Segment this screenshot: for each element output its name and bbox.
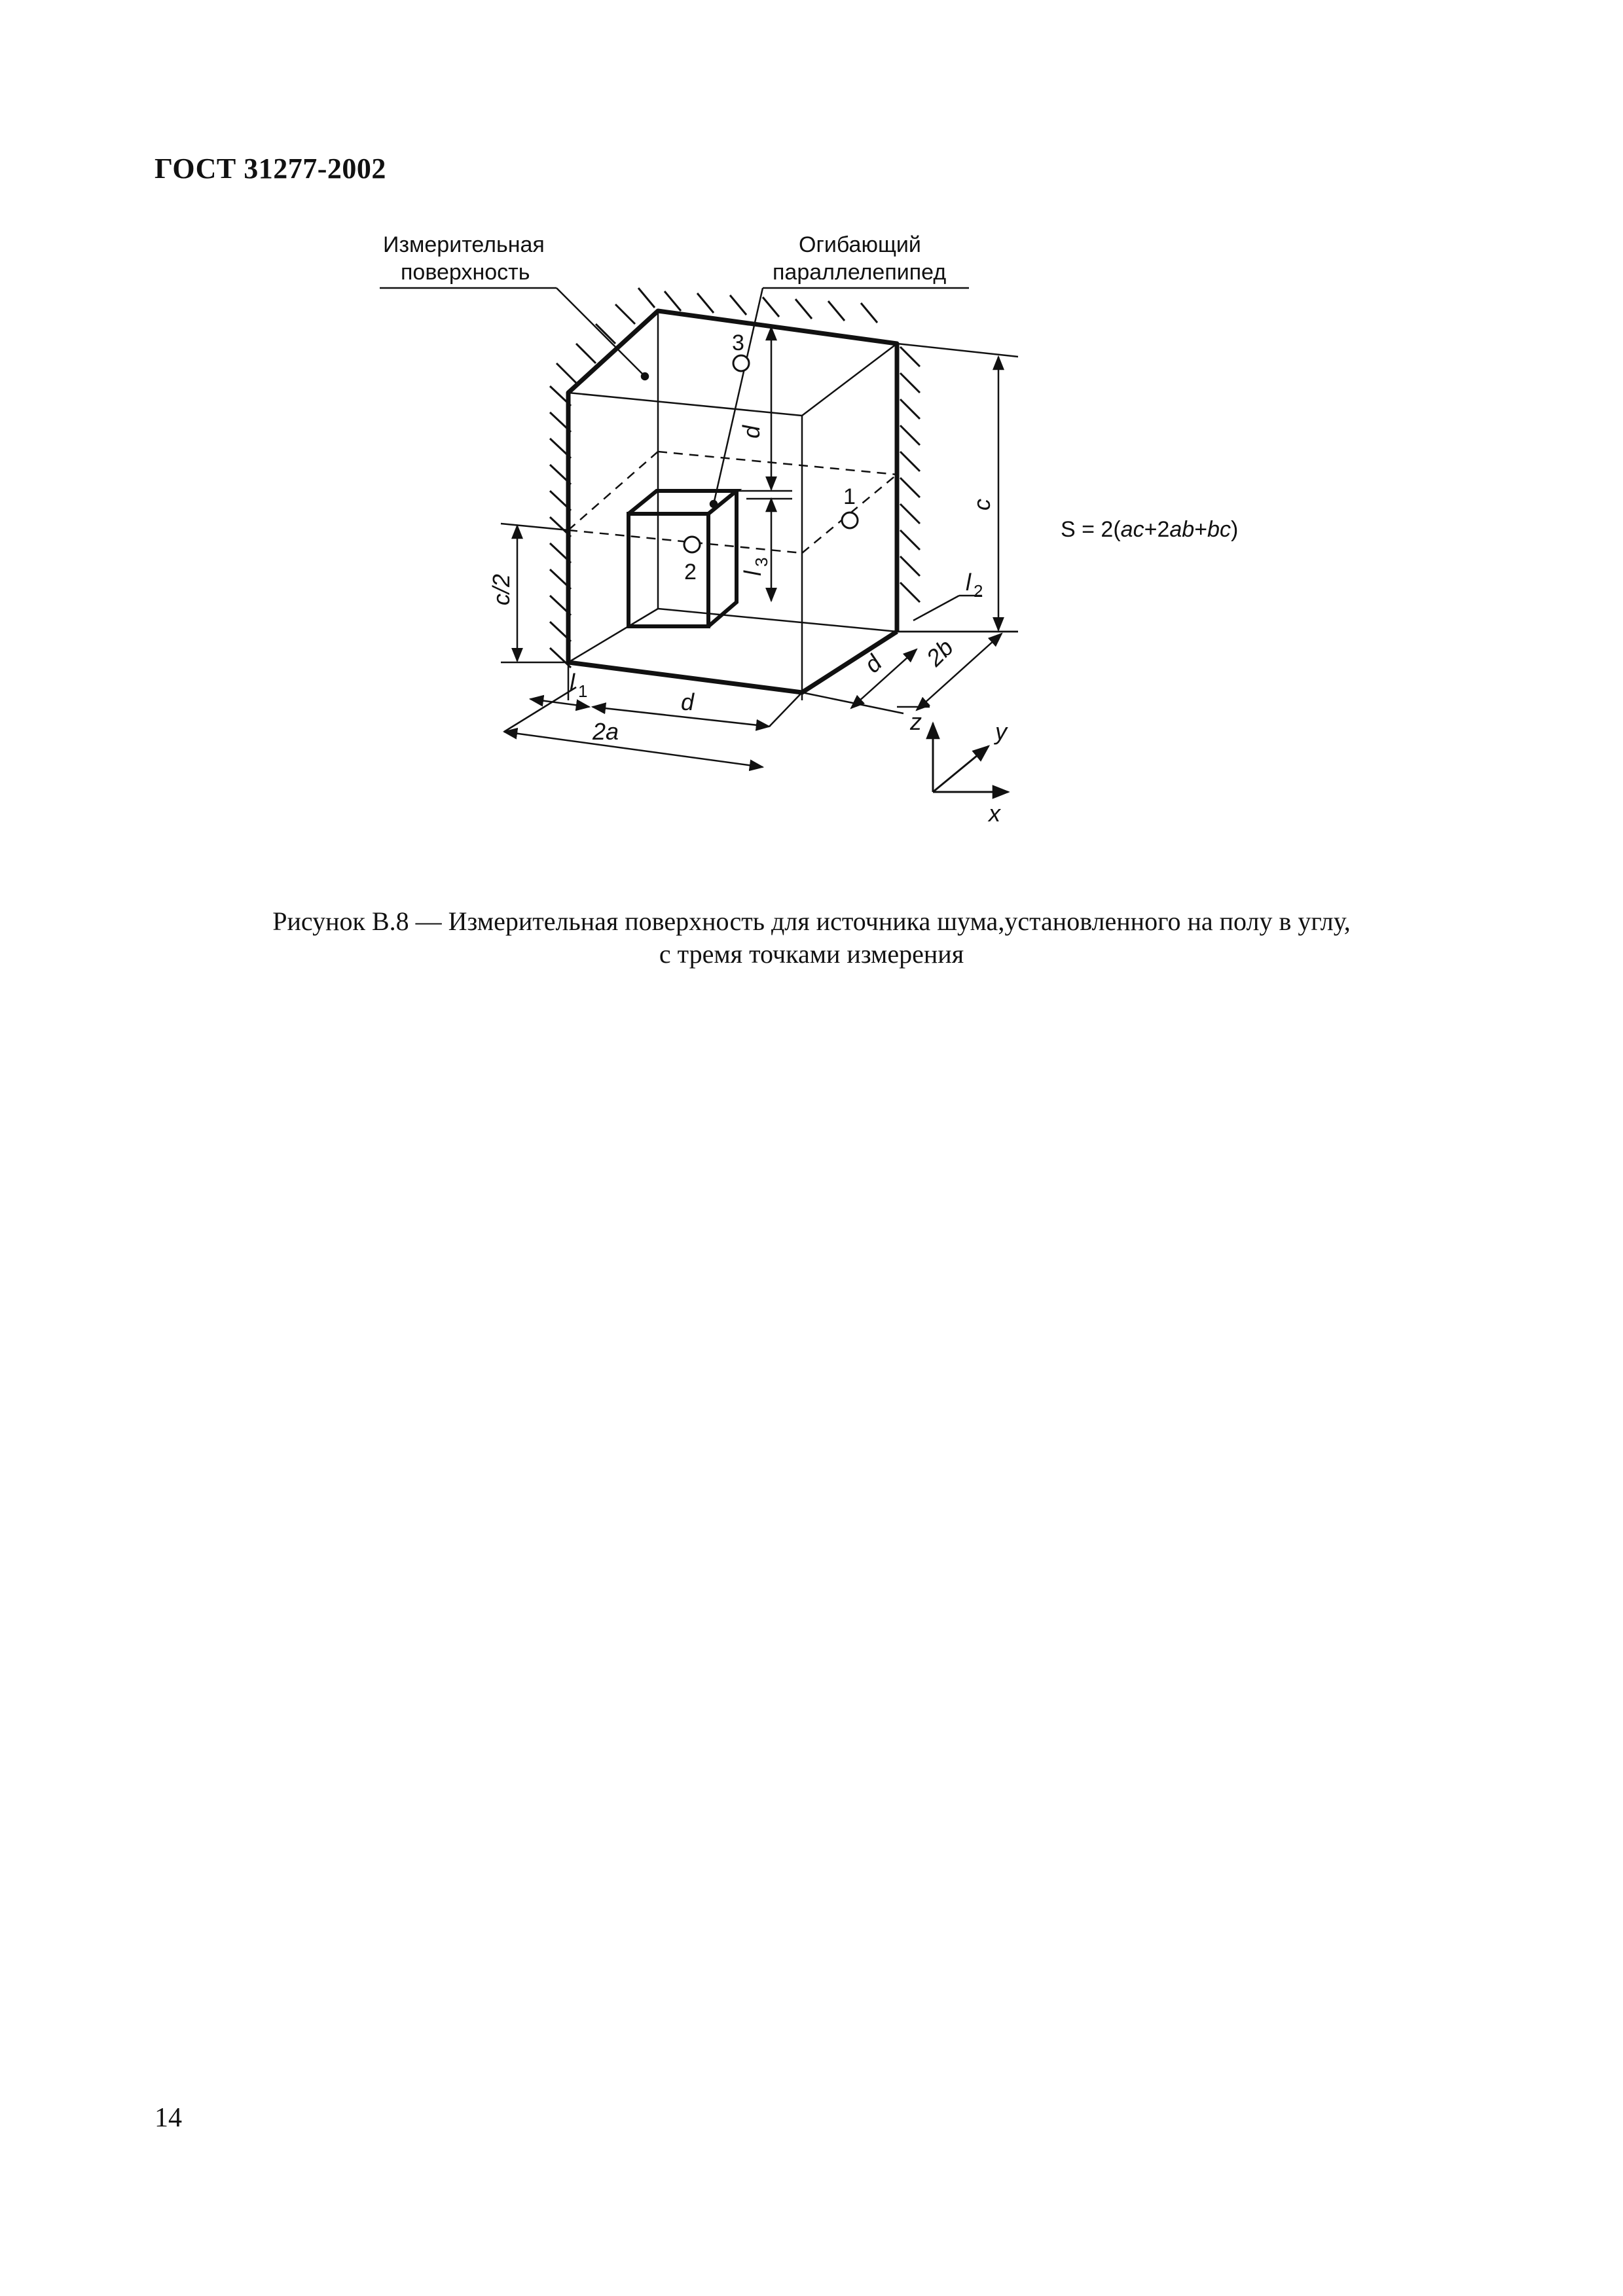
leader-lines: [380, 288, 969, 507]
dim-l3-group: [739, 558, 771, 576]
dim-l3-sub: 3: [752, 557, 771, 567]
axis-x-label: x: [989, 800, 1000, 827]
dim-2a: 2a: [593, 718, 619, 745]
dim-c: c: [968, 499, 995, 511]
point-label-3: 3: [732, 331, 744, 355]
right-wall-hatch: [900, 347, 920, 602]
surface-area-formula: S = 2(ac+2ab+bc): [1061, 517, 1239, 542]
label-enveloping-box-line1: Огибающий: [799, 232, 921, 257]
dim-l3: l: [739, 571, 766, 576]
dim-l1-sub: 1: [578, 681, 588, 701]
measurement-point-2: [684, 537, 700, 552]
dim-2b: 2b: [921, 634, 958, 672]
dim-d-bottom: d: [681, 689, 695, 715]
document-header: ГОСТ 31277-2002: [155, 152, 386, 185]
axis-y-label: y: [995, 718, 1007, 745]
enveloping-parallelepiped: [629, 491, 737, 626]
dim-c-half: c/2: [488, 573, 515, 605]
dim-l1: l: [570, 669, 575, 696]
dim-d-vertical: d: [738, 425, 765, 439]
label-measurement-surface-line1: Измерительная: [383, 232, 545, 257]
dim-l2: l: [966, 569, 971, 596]
page-number: 14: [155, 2103, 182, 2133]
label-enveloping-box-line2: параллелепипед: [773, 260, 947, 285]
measurement-point-3: [733, 355, 749, 371]
dimension-l2: [913, 596, 982, 620]
caption-line1: Рисунок В.8 — Измерительная поверхность для источника шума,установленного на полу в углу,: [272, 906, 1351, 936]
point-label-2: 2: [684, 560, 697, 584]
measurement-surface-figure: [0, 0, 1623, 851]
label-measurement-surface-line2: поверхность: [401, 260, 530, 285]
axis-z-label: z: [910, 708, 922, 735]
dimension-bottom: [504, 662, 802, 767]
caption-line2: с тремя точками измерения: [659, 939, 964, 969]
point-label-1: 1: [843, 484, 856, 509]
dim-d-right: d: [858, 649, 887, 678]
dim-l2-sub: 2: [974, 581, 983, 601]
figure-caption: [0, 905, 1623, 971]
measurement-point-1: [842, 512, 858, 528]
